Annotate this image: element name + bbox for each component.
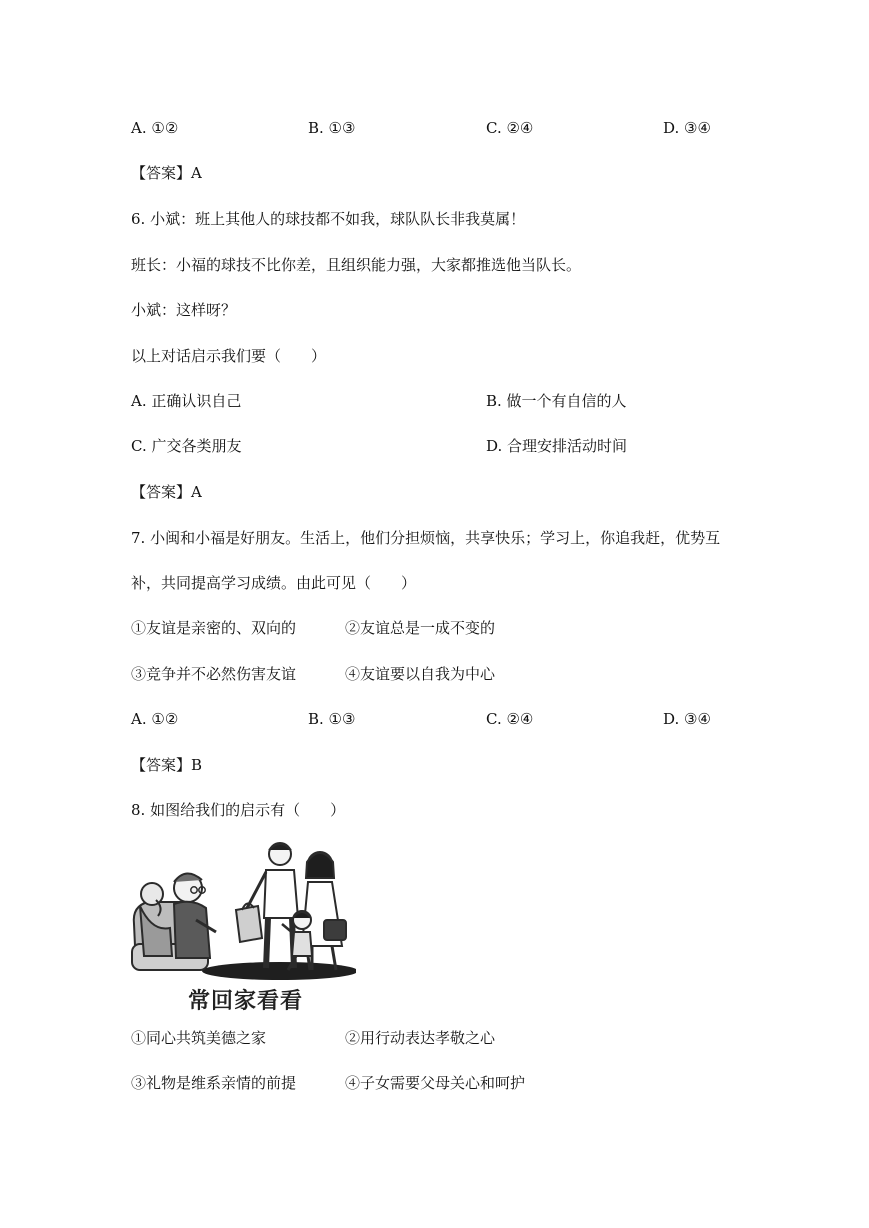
q7-statement-1: ①友谊是亲密的、双向的: [131, 619, 297, 637]
q8-statement-1: ①同心共筑美德之家: [131, 1029, 267, 1047]
q7-stem-line-1: 7. 小闽和小福是好朋友。生活上，他们分担烦恼，共享快乐；学习上，你追我赶，优势互: [131, 529, 721, 547]
q6-stem-line-4: 以上对话启示我们要（ ）: [131, 347, 327, 365]
figure-caption: 常回家看看: [188, 989, 304, 1014]
q6-stem-line-3: 小斌：这样呀？: [131, 301, 237, 319]
q8-statement-2: ②用行动表达孝敬之心: [345, 1029, 496, 1047]
q7-option-d: D. ③④: [663, 710, 711, 728]
q6-option-a: A. 正确认识自己: [131, 392, 242, 410]
q6-option-b: B. 做一个有自信的人: [486, 392, 627, 410]
q8-statement-3: ③礼物是维系亲情的前提: [131, 1074, 297, 1092]
q6-option-d: D. 合理安排活动时间: [486, 437, 628, 455]
q5-answer: 【答案】A: [131, 164, 202, 182]
q7-statement-2: ②友谊总是一成不变的: [345, 619, 496, 637]
q6-stem-line-2: 班长：小福的球技不比你差，且组织能力强，大家都推选他当队长。: [131, 256, 582, 274]
q6-stem-line-1: 6. 小斌：班上其他人的球技都不如我，球队队长非我莫属！: [131, 210, 526, 228]
q6-answer: 【答案】A: [131, 483, 202, 501]
q6-option-c: C. 广交各类朋友: [131, 437, 242, 455]
q8-stem: 8. 如图给我们的启示有（ ）: [131, 801, 346, 819]
q7-option-a: A. ①②: [131, 710, 179, 728]
q7-stem-line-2: 补，共同提高学习成绩。由此可见（ ）: [131, 574, 417, 592]
q7-option-b: B. ①③: [308, 710, 356, 728]
q7-statement-3: ③竞争并不必然伤害友谊: [131, 665, 297, 683]
q7-statement-4: ④友谊要以自我为中心: [345, 665, 496, 683]
q5-option-b: B. ①③: [308, 119, 356, 137]
q7-answer: 【答案】B: [131, 756, 203, 774]
family-visit-illustration: [130, 836, 356, 1016]
q5-option-d: D. ③④: [663, 119, 711, 137]
q7-option-c: C. ②④: [486, 710, 534, 728]
q5-option-c: C. ②④: [486, 119, 534, 137]
q5-option-a: A. ①②: [131, 119, 179, 137]
q8-statement-4: ④子女需要父母关心和呵护: [345, 1074, 526, 1092]
